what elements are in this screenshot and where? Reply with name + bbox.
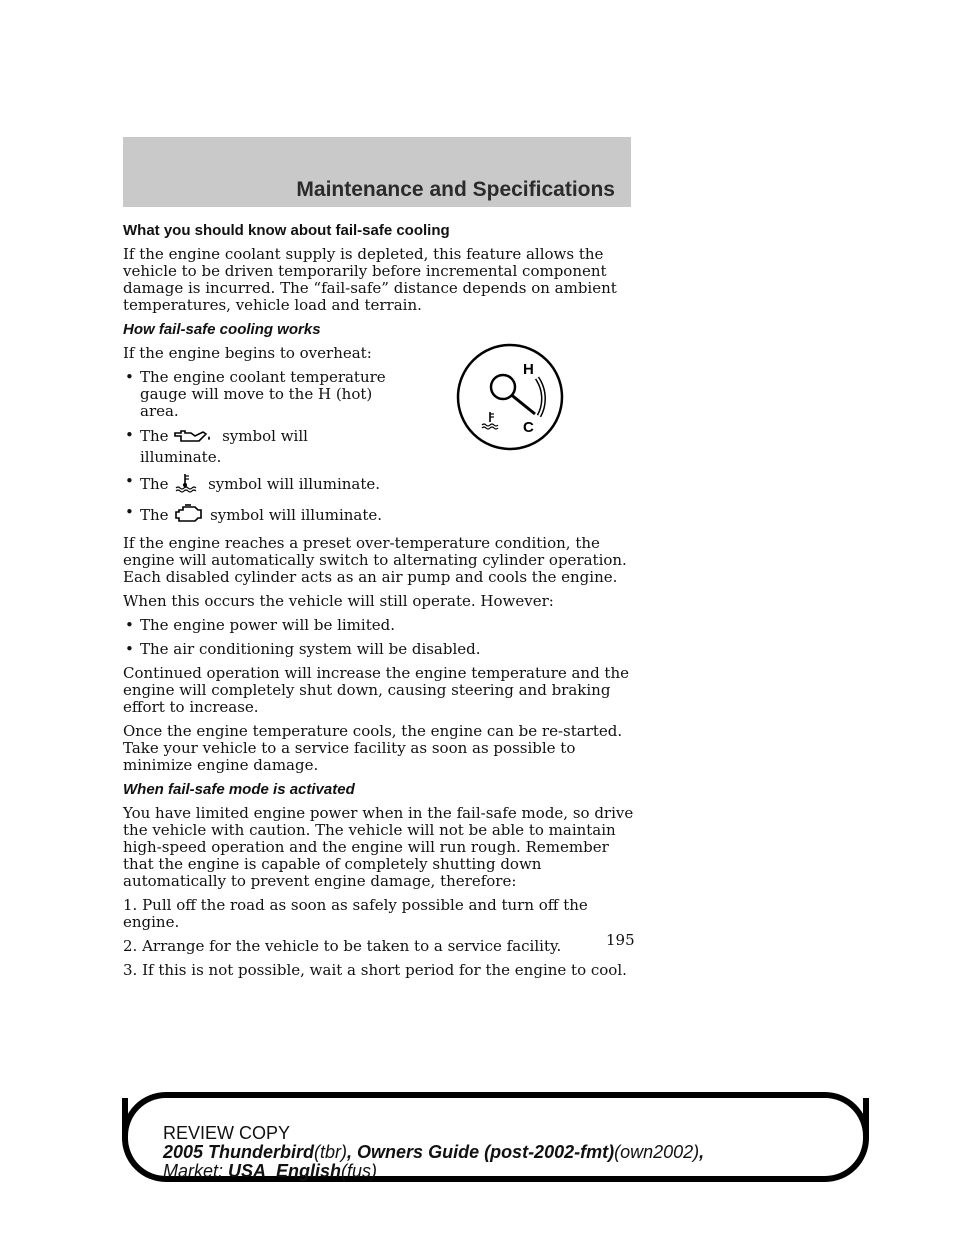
list-item: • The air conditioning system will be disabled. xyxy=(125,640,481,658)
section-heading-fail-safe: What you should know about fail-safe cooling xyxy=(123,222,450,239)
page-title: Maintenance and Specifications xyxy=(296,178,615,201)
footer-market-line: Market: USA_English(fus) xyxy=(163,1161,378,1181)
section-heading-how-it-works: How fail-safe cooling works xyxy=(123,321,321,338)
section-heading-when-activated: When fail-safe mode is activated xyxy=(123,781,355,798)
numbered-step: 3. If this is not possible, wait a short period for the engine to cool. xyxy=(123,961,627,979)
review-copy-label: REVIEW COPY xyxy=(163,1123,291,1143)
paragraph: If the engine reaches a preset over-temperature condition, the engine will automatically switch to alternating cylinder operation. Each disabled cylinder acts as an air pump and cools the engine. xyxy=(123,534,627,586)
paragraph: You have limited engine power when in the fail-safe mode, so drive the vehicle with caution. The vehicle will not be able to maintain high-speed operation and the engine will run rough. Remember that the engine is capable of completely shutting down automatically to prevent engine damage, therefore: xyxy=(123,804,634,890)
page-number: 195 xyxy=(606,931,635,949)
coolant-temperature-gauge-illustration xyxy=(455,342,565,452)
numbered-step: 1. Pull off the road as soon as safely possible and turn off the engine. xyxy=(123,896,588,931)
list-item: • The symbol will illuminate. xyxy=(123,473,390,497)
review-copy-footer xyxy=(163,1124,843,1181)
gauge-hot-label: H xyxy=(523,361,534,378)
footer-document-line: 2005 Thunderbird(tbr), Owners Guide (post-2002-fmt)(own2002), xyxy=(163,1142,705,1162)
page-content xyxy=(123,222,635,986)
paragraph: Continued operation will increase the engine temperature and the engine will completely shut down, causing steering and braking effort to increase. xyxy=(123,664,630,716)
section-header-band xyxy=(123,137,631,207)
paragraph: Once the engine temperature cools, the engine can be re-started. Take your vehicle to a service facility as soon as possible to minimize engine damage. xyxy=(123,722,623,774)
gauge-cold-label: C xyxy=(523,419,534,436)
list-item: • The symbol will illuminate. xyxy=(123,504,390,528)
coolant-temperature-icon xyxy=(173,473,203,497)
oil-pressure-icon xyxy=(173,427,217,449)
list-item: • The symbol will illuminate. xyxy=(125,426,308,466)
list-item: • The engine power will be limited. xyxy=(125,616,395,634)
list-item: • The engine coolant temperature gauge will move to the H (hot) area. xyxy=(125,368,386,420)
check-engine-icon xyxy=(173,504,205,528)
paragraph: When this occurs the vehicle will still operate. However: xyxy=(123,592,554,610)
paragraph: If the engine coolant supply is depleted, this feature allows the vehicle to be driven temporarily before incremental component damage is incurred. The “fail-safe” distance depends on ambient temperatures, vehicle load and terrain. xyxy=(123,245,617,314)
numbered-step: 2. Arrange for the vehicle to be taken to a service facility. xyxy=(123,937,562,955)
paragraph: If the engine begins to overheat: xyxy=(123,344,372,362)
